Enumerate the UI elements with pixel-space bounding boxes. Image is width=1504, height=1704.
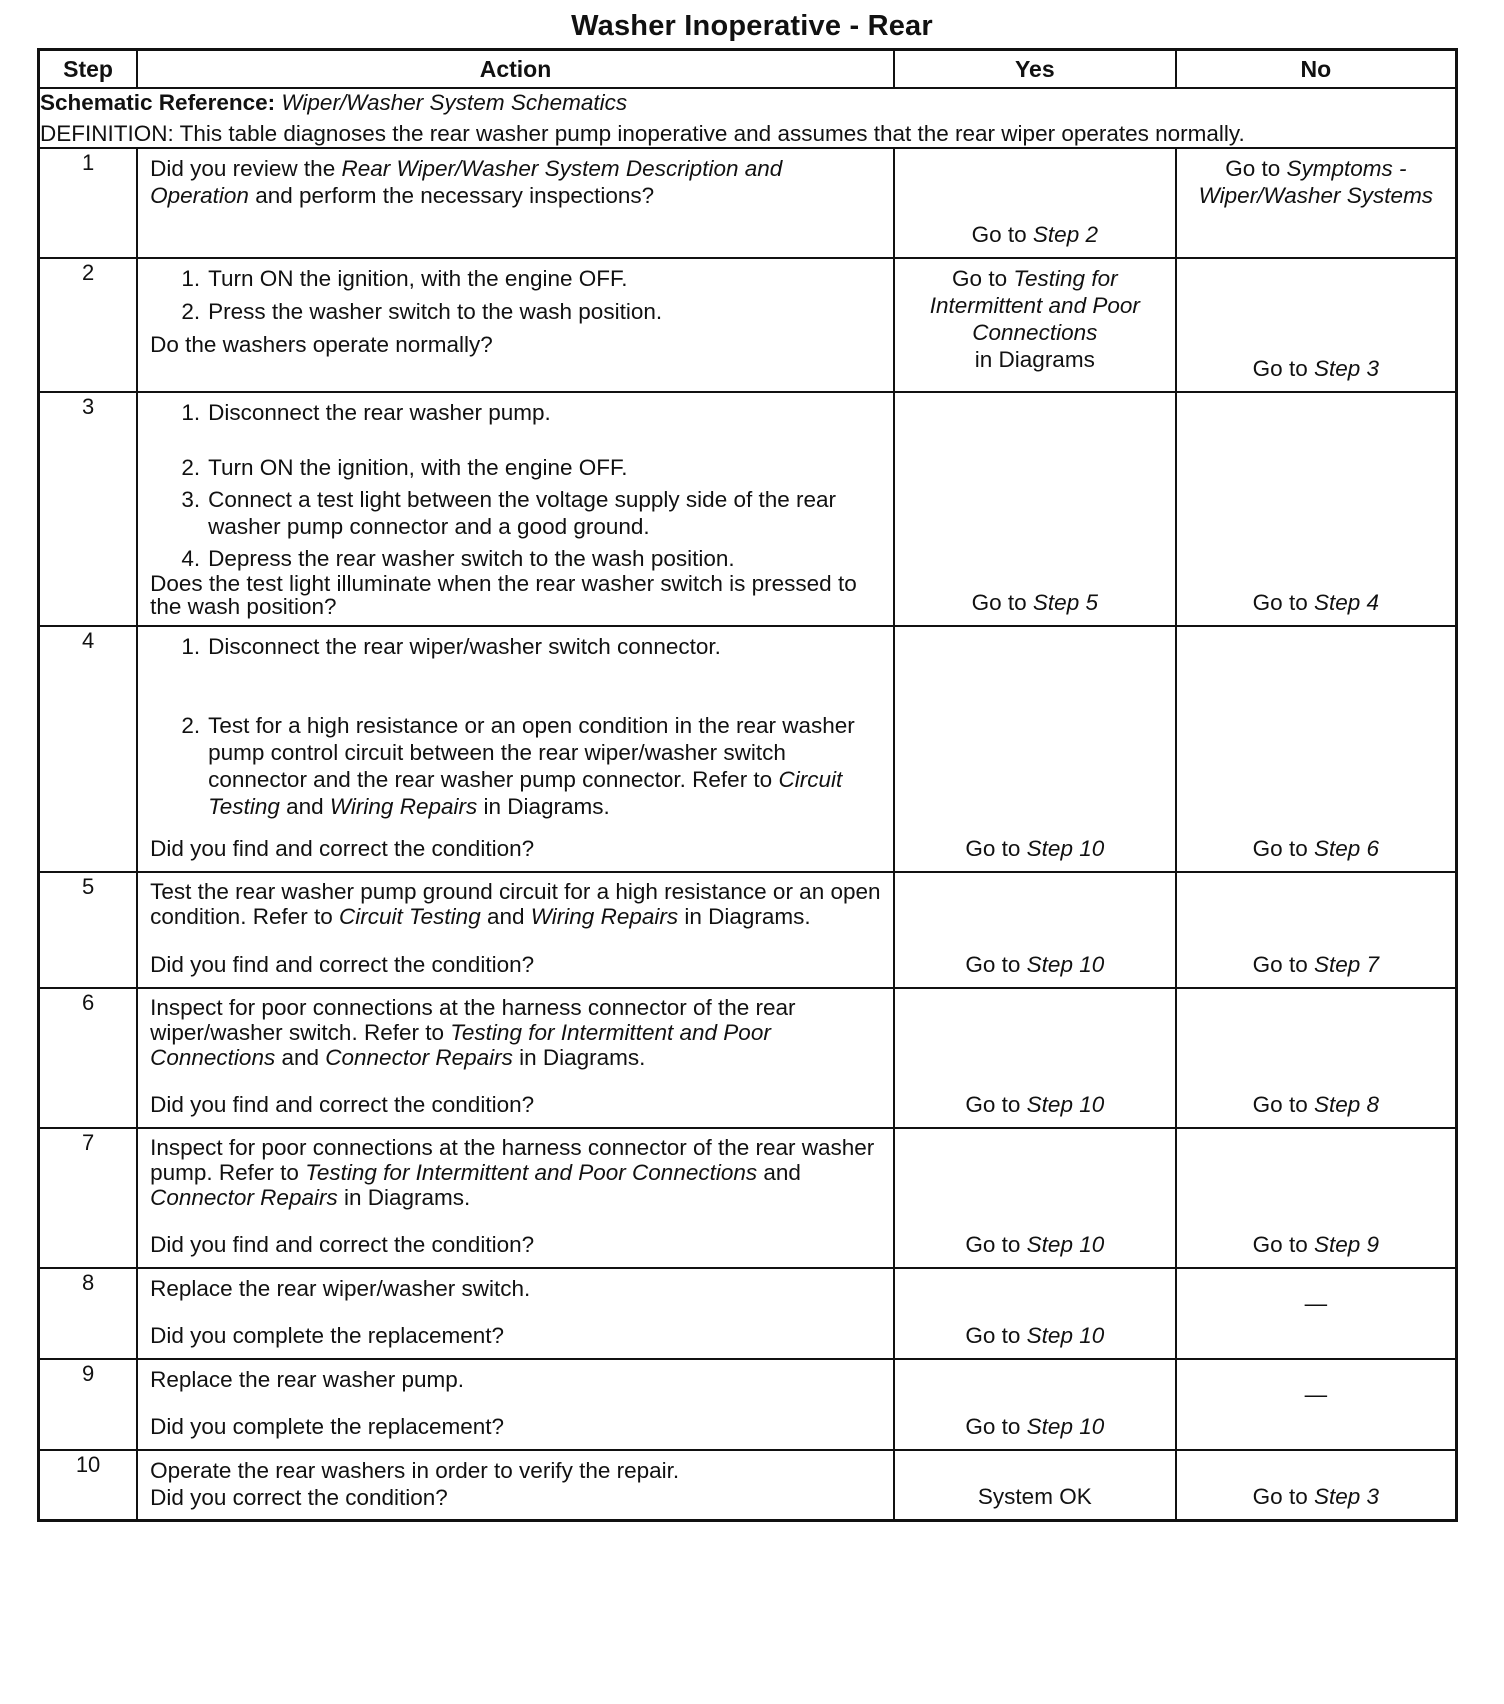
no-text: Go to Symptoms - Wiper/Washer Systems — [1198, 156, 1434, 208]
schematic-reference: Wiper/Washer System Schematics — [281, 90, 628, 115]
no-cell — [1176, 626, 1457, 872]
header-step: Step — [39, 50, 138, 89]
action-cell — [137, 1359, 894, 1450]
action-cell — [137, 1450, 894, 1520]
step-row-10 — [39, 1450, 1457, 1520]
yes-cell — [894, 988, 1176, 1128]
no-cell — [1176, 258, 1457, 392]
no-text: Go to Step 7 — [1252, 952, 1380, 977]
no-cell — [1176, 1268, 1457, 1359]
yes-text: Go to Step 10 — [965, 952, 1105, 977]
action-cell — [137, 626, 894, 872]
yes-text: Go to Step 5 — [971, 590, 1098, 615]
action-text: Inspect for poor connections at the harness connector of the rear wiper/washer switch. Refer to Testing for Intermittent and Poor Connections and Connector Repairs in Diagrams. — [150, 995, 796, 1070]
diagnostic-table — [37, 48, 1458, 1522]
action-cell — [137, 258, 894, 392]
step-row-4 — [39, 626, 1457, 872]
yes-text: Go to Step 10 — [965, 1232, 1105, 1257]
schematic-row — [39, 88, 1457, 148]
step-row-6 — [39, 988, 1457, 1128]
no-text: Go to Step 4 — [1252, 590, 1380, 615]
no-text: Go to Step 6 — [1252, 836, 1380, 861]
yes-cell — [894, 1268, 1176, 1359]
action-cell — [137, 988, 894, 1128]
action-text: Inspect for poor connections at the harness connector of the rear washer pump. Refer to Testing for Intermittent and Poor Connections and Connector Repairs in Diagrams. — [150, 1135, 875, 1210]
action-cell — [137, 1268, 894, 1359]
header-row — [39, 50, 1457, 89]
yes-cell — [894, 1128, 1176, 1268]
action-question: Did you complete the replacement? — [150, 1323, 505, 1348]
action-question: Does the test light illuminate when the rear washer switch is pressed to the wash position? — [150, 571, 857, 619]
no-text: Go to Step 3 — [1252, 1484, 1380, 1509]
action-cell — [137, 872, 894, 988]
action-question: Did you find and correct the condition? — [150, 836, 535, 861]
step-number: 1 — [39, 148, 138, 258]
action-text: Replace the rear wiper/washer switch. — [150, 1276, 531, 1301]
page-title: Washer Inoperative - Rear — [571, 10, 933, 42]
yes-text: Go to Step 10 — [965, 1414, 1105, 1439]
action-question: Did you correct the condition? — [150, 1485, 448, 1510]
action-text: Did you review the Rear Wiper/Washer System Description and Operation and perform the necessary inspections? — [150, 156, 783, 208]
yes-cell — [894, 392, 1176, 626]
no-cell — [1176, 1359, 1457, 1450]
step-row-5 — [39, 872, 1457, 988]
step-row-7 — [39, 1128, 1457, 1268]
definition-text: DEFINITION: This table diagnoses the rear washer pump inoperative and assumes that the rear wiper operates normally. — [40, 121, 1245, 146]
step-number: 2 — [39, 258, 138, 392]
step-row-2 — [39, 258, 1457, 392]
step-number: 6 — [39, 988, 138, 1128]
no-cell — [1176, 1128, 1457, 1268]
schematic-cell — [39, 88, 1457, 148]
action-question: Did you find and correct the condition? — [150, 1232, 535, 1257]
yes-cell — [894, 258, 1176, 392]
no-text: Go to Step 8 — [1252, 1092, 1380, 1117]
action-question: Did you complete the replacement? — [150, 1414, 505, 1439]
step-number: 4 — [39, 626, 138, 872]
action-text: Operate the rear washers in order to verify the repair. — [150, 1458, 680, 1483]
action-question: Did you find and correct the condition? — [150, 1092, 535, 1117]
yes-text: Go to Step 10 — [965, 1323, 1105, 1348]
action-question: Did you find and correct the condition? — [150, 952, 535, 977]
header-no: No — [1176, 50, 1457, 89]
no-cell — [1176, 392, 1457, 626]
step-row-9 — [39, 1359, 1457, 1450]
step-number: 10 — [39, 1450, 138, 1520]
yes-text: Go to Step 2 — [971, 222, 1098, 247]
no-cell — [1176, 872, 1457, 988]
yes-text: System OK — [977, 1484, 1092, 1509]
no-text: Go to Step 3 — [1252, 356, 1380, 381]
no-text: — — [1304, 1291, 1328, 1316]
yes-cell — [894, 148, 1176, 258]
step-number: 3 — [39, 392, 138, 626]
yes-cell — [894, 626, 1176, 872]
yes-cell — [894, 1359, 1176, 1450]
step-number: 8 — [39, 1268, 138, 1359]
action-question: Do the washers operate normally? — [150, 332, 493, 357]
header-action: Action — [137, 50, 894, 89]
header-yes: Yes — [894, 50, 1176, 89]
action-cell — [137, 1128, 894, 1268]
action-steps: 1. Disconnect the rear washer pump. 2. Turn ON the ignition, with the engine OFF. 3. Connect a test light between the voltage supply side of the rear washer pump connector and a good ground. 4. Depress the rear washer switch to the wash position. — [181, 400, 837, 571]
yes-text: Go to Testing for Intermittent and Poor Connections in Diagrams — [929, 266, 1140, 372]
yes-cell — [894, 1450, 1176, 1520]
step-row-1 — [39, 148, 1457, 258]
step-number: 9 — [39, 1359, 138, 1450]
step-row-8 — [39, 1268, 1457, 1359]
action-steps: 1. Turn ON the ignition, with the engine OFF. 2. Press the washer switch to the wash position. — [181, 266, 663, 324]
no-cell — [1176, 148, 1457, 258]
yes-text: Go to Step 10 — [965, 836, 1105, 861]
action-steps: 1. Disconnect the rear wiper/washer switch connector. 2. Test for a high resistance or an open condition in the rear washer pump control circuit between the rear wiper/washer switch connector and the rear washer pump connector. Refer to Circuit Testing and Wiring Repairs in Diagrams. — [181, 634, 855, 819]
no-text: — — [1304, 1382, 1328, 1407]
step-number: 5 — [39, 872, 138, 988]
no-text: Go to Step 9 — [1252, 1232, 1380, 1257]
schematic-label: Schematic Reference: — [40, 90, 276, 115]
action-cell — [137, 148, 894, 258]
action-text: Test the rear washer pump ground circuit for a high resistance or an open condition. Refer to Circuit Testing and Wiring Repairs in Diagrams. — [150, 879, 881, 929]
step-row-3 — [39, 392, 1457, 626]
action-cell — [137, 392, 894, 626]
no-cell — [1176, 1450, 1457, 1520]
step-number: 7 — [39, 1128, 138, 1268]
action-text: Replace the rear washer pump. — [150, 1367, 465, 1392]
yes-cell — [894, 872, 1176, 988]
yes-text: Go to Step 10 — [965, 1092, 1105, 1117]
no-cell — [1176, 988, 1457, 1128]
